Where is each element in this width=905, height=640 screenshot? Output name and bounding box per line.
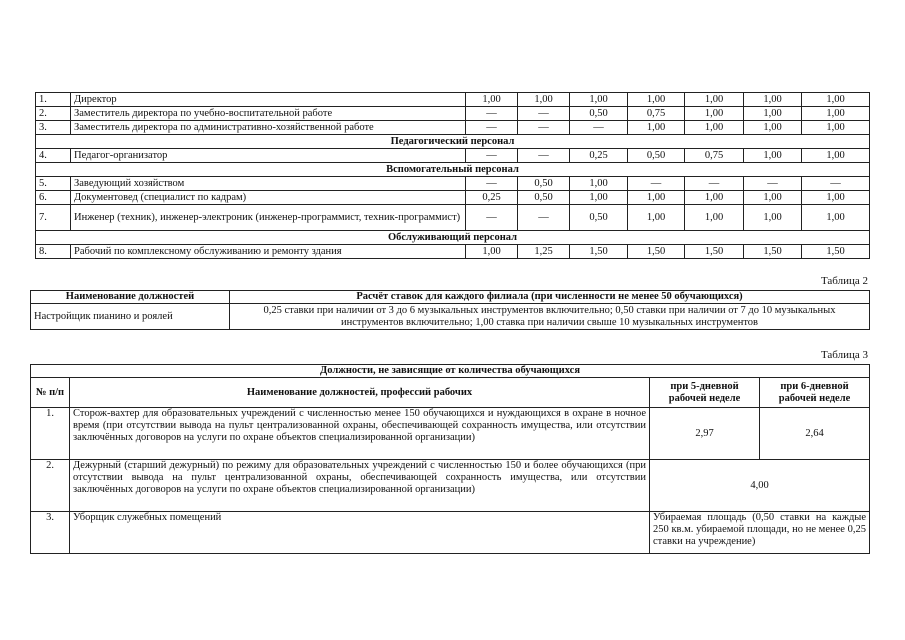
rate-cell: — — [518, 205, 570, 231]
rate-cell: 1,00 — [802, 93, 870, 107]
row-number: 7. — [36, 205, 71, 231]
rate-cell: 0,50 — [518, 191, 570, 205]
rate-cell: 0,75 — [685, 149, 744, 163]
table3-row3-name: Уборщик служебных помещений — [70, 512, 650, 554]
rate-cell: — — [518, 149, 570, 163]
rate-cell: 1,00 — [685, 205, 744, 231]
row-number: 6. — [36, 191, 71, 205]
rate-cell: 1,00 — [744, 93, 802, 107]
staff-ratio-table — [35, 92, 870, 259]
rate-cell: 1,00 — [744, 121, 802, 135]
rate-cell: 1,50 — [570, 245, 628, 259]
rate-cell: 1,00 — [744, 205, 802, 231]
table3-header-name: Наименование должностей, профессий рабочих — [70, 378, 650, 408]
rate-cell: — — [466, 107, 518, 121]
position-name: Инженер (техник), инженер-электроник (инженер-программист, техник-программист) — [71, 205, 466, 231]
table3-row1-name: Сторож-вахтер для образовательных учреждений с численностью менее 150 обучающихся и нуждающихся в охране в ночное время (при отсутствии вывода на пульт централизованной охраны, обеспечивающей сохранность имущества, или отсутствии заключённых договоров на услуги по охране объектов специализированной организации) — [70, 408, 650, 460]
table-row — [36, 149, 870, 163]
rate-cell: 1,00 — [744, 191, 802, 205]
table3-row1-value-5day: 2,97 — [650, 408, 760, 460]
row-number: 3. — [36, 121, 71, 135]
table-row — [36, 93, 870, 107]
table3-header-5day: при 5-дневной рабочей неделе — [650, 378, 760, 408]
rate-cell: 1,00 — [685, 191, 744, 205]
table2-row-name: Настройщик пианино и роялей — [31, 304, 230, 330]
table-row — [36, 177, 870, 191]
rate-cell: 1,00 — [628, 191, 685, 205]
rate-cell: 1,50 — [628, 245, 685, 259]
section-title: Вспомогательный персонал — [36, 163, 870, 177]
rate-cell: 1,00 — [570, 191, 628, 205]
rate-cell: — — [466, 121, 518, 135]
rate-cell: 1,00 — [744, 107, 802, 121]
rate-cell: 1,00 — [570, 93, 628, 107]
rate-cell: — — [685, 177, 744, 191]
table-row — [36, 245, 870, 259]
table-row — [36, 205, 870, 231]
rate-cell: 1,50 — [802, 245, 870, 259]
rate-cell: 1,00 — [802, 121, 870, 135]
section-row — [36, 163, 870, 177]
table3-header-6day: при 6-дневной рабочей неделе — [760, 378, 870, 408]
staff-ratio-table-body — [36, 93, 870, 259]
rate-cell: 0,50 — [628, 149, 685, 163]
table3-row1-num: 1. — [31, 408, 70, 460]
table3-caption: Таблица 3 — [820, 349, 868, 361]
table-row — [36, 191, 870, 205]
table3-row3-value: Убираемая площадь (0,50 ставки на каждые 250 кв.м. убираемой площади, но не менее 0,25 ставки на учреждение) — [650, 512, 870, 554]
table3-row2-value: 4,00 — [650, 460, 870, 512]
table2-caption: Таблица 2 — [820, 275, 868, 287]
position-name: Документовед (специалист по кадрам) — [71, 191, 466, 205]
position-name: Заместитель директора по административно-хозяйственной работе — [71, 121, 466, 135]
row-number: 4. — [36, 149, 71, 163]
rate-cell: — — [466, 205, 518, 231]
position-name: Заведующий хозяйством — [71, 177, 466, 191]
rate-cell: 1,00 — [685, 107, 744, 121]
rate-cell: — — [802, 177, 870, 191]
row-number: 1. — [36, 93, 71, 107]
rate-cell: — — [744, 177, 802, 191]
rate-cell: 1,00 — [628, 121, 685, 135]
table2-header-calc: Расчёт ставок для каждого филиала (при численности не менее 50 обучающихся) — [230, 291, 870, 304]
rate-cell: 0,50 — [518, 177, 570, 191]
rate-cell: — — [518, 107, 570, 121]
rate-cell: — — [518, 121, 570, 135]
rate-cell: 0,25 — [570, 149, 628, 163]
row-number: 8. — [36, 245, 71, 259]
rate-cell: 1,50 — [744, 245, 802, 259]
position-name: Заместитель директора по учебно-воспитательной работе — [71, 107, 466, 121]
table3-row3-num: 3. — [31, 512, 70, 554]
rate-cell: — — [628, 177, 685, 191]
table3-row2-name: Дежурный (старший дежурный) по режиму для образовательных учреждений с численностью 150 и более обучающихся (при отсутствии вывода на пульт централизованной охраны, обеспечивающей сохранность имущества, или отсутствии заключённых договоров на услуги по охране объектов специализированной организации) — [70, 460, 650, 512]
rate-cell: 1,25 — [518, 245, 570, 259]
section-title: Педагогический персонал — [36, 135, 870, 149]
position-name: Рабочий по комплексному обслуживанию и ремонту здания — [71, 245, 466, 259]
table3-header-num: № п/п — [31, 378, 70, 408]
table3-title: Должности, не зависящие от количества обучающихся — [31, 365, 870, 378]
rate-cell: 1,00 — [744, 149, 802, 163]
rate-cell: 1,00 — [802, 205, 870, 231]
rate-cell: — — [466, 149, 518, 163]
rate-cell: 1,00 — [685, 93, 744, 107]
section-row — [36, 231, 870, 245]
position-name: Директор — [71, 93, 466, 107]
fixed-positions-table — [30, 364, 870, 554]
rate-cell: 0,50 — [570, 205, 628, 231]
row-number: 2. — [36, 107, 71, 121]
rate-cell: 1,00 — [685, 121, 744, 135]
rate-cell: 1,00 — [802, 191, 870, 205]
rate-cell: 1,00 — [628, 205, 685, 231]
section-row — [36, 135, 870, 149]
rate-cell: 1,00 — [518, 93, 570, 107]
table-row — [36, 107, 870, 121]
rate-cell: 1,50 — [685, 245, 744, 259]
rate-cell: 1,00 — [466, 93, 518, 107]
position-name: Педагог-организатор — [71, 149, 466, 163]
rate-cell: 1,00 — [628, 93, 685, 107]
rate-cell: — — [570, 121, 628, 135]
table3-row2-num: 2. — [31, 460, 70, 512]
rate-cell: 1,00 — [802, 107, 870, 121]
table2-header-name: Наименование должностей — [31, 291, 230, 304]
piano-tuner-table — [30, 290, 870, 330]
rate-cell: 0,25 — [466, 191, 518, 205]
rate-cell: — — [466, 177, 518, 191]
rate-cell: 1,00 — [570, 177, 628, 191]
rate-cell: 1,00 — [802, 149, 870, 163]
rate-cell: 0,50 — [570, 107, 628, 121]
row-number: 5. — [36, 177, 71, 191]
table2-row-calc: 0,25 ставки при наличии от 3 до 6 музыкальных инструментов включительно; 0,50 ставки при наличии от 7 до 10 музыкальных инструментов включительно; 1,00 ставка при наличии свыше 10 музыкальных инструментов — [230, 304, 870, 330]
rate-cell: 1,00 — [466, 245, 518, 259]
table3-row1-value-6day: 2,64 — [760, 408, 870, 460]
section-title: Обслуживающий персонал — [36, 231, 870, 245]
table-row — [36, 121, 870, 135]
rate-cell: 0,75 — [628, 107, 685, 121]
